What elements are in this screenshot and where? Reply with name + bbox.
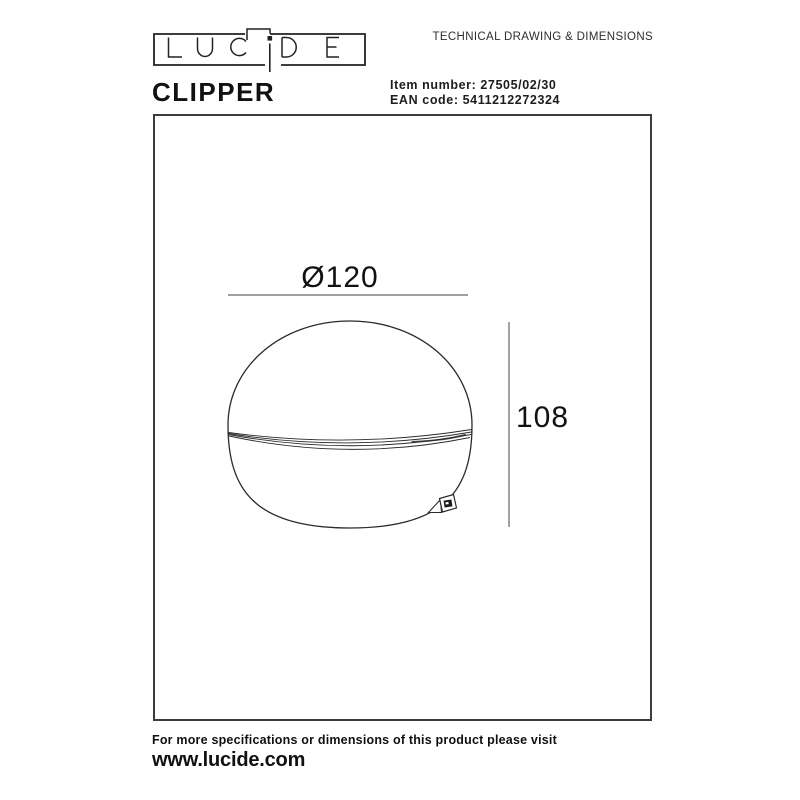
connector-detail — [429, 495, 457, 513]
height-dimension-label: 108 — [516, 401, 570, 434]
technical-drawing — [155, 116, 650, 719]
footer-note: For more specifications or dimensions of this product please visit — [152, 733, 557, 747]
ean-label: EAN code: — [390, 93, 459, 107]
logo-letter-e — [327, 38, 339, 58]
lucide-logo-graphic — [152, 22, 368, 78]
item-info — [390, 78, 560, 108]
diameter-dimension-label: Ø120 — [301, 261, 379, 294]
logo-letter-l — [169, 38, 183, 58]
connector-socket — [444, 499, 453, 507]
footer-website: www.lucide.com — [152, 749, 306, 771]
seam-line-2 — [229, 432, 472, 443]
lucide-logo — [152, 22, 368, 83]
logo-letter-i-dot — [268, 36, 273, 41]
logo-cord-tab — [247, 29, 270, 40]
item-number-row — [390, 78, 560, 93]
item-number-value: 27505/02/30 — [480, 78, 557, 92]
logo-frame-right — [270, 34, 365, 65]
logo-frame-left — [154, 34, 265, 65]
seam-shadow — [412, 434, 467, 443]
logo-letter-u — [198, 38, 213, 57]
drawing-frame — [153, 114, 652, 721]
logo-letter-d — [282, 38, 296, 58]
footer — [152, 732, 557, 772]
doc-title: TECHNICAL DRAWING & DIMENSIONS — [432, 31, 653, 43]
connector-socket-pin — [445, 502, 448, 505]
ean-value: 5411212272324 — [462, 93, 561, 107]
ean-row — [390, 93, 560, 108]
lamp-body-outline — [228, 321, 472, 528]
item-number-label: Item number: — [390, 78, 477, 92]
logo-letter-c — [231, 38, 246, 55]
product-name: CLIPPER — [152, 77, 276, 107]
logo-letters — [169, 38, 340, 73]
